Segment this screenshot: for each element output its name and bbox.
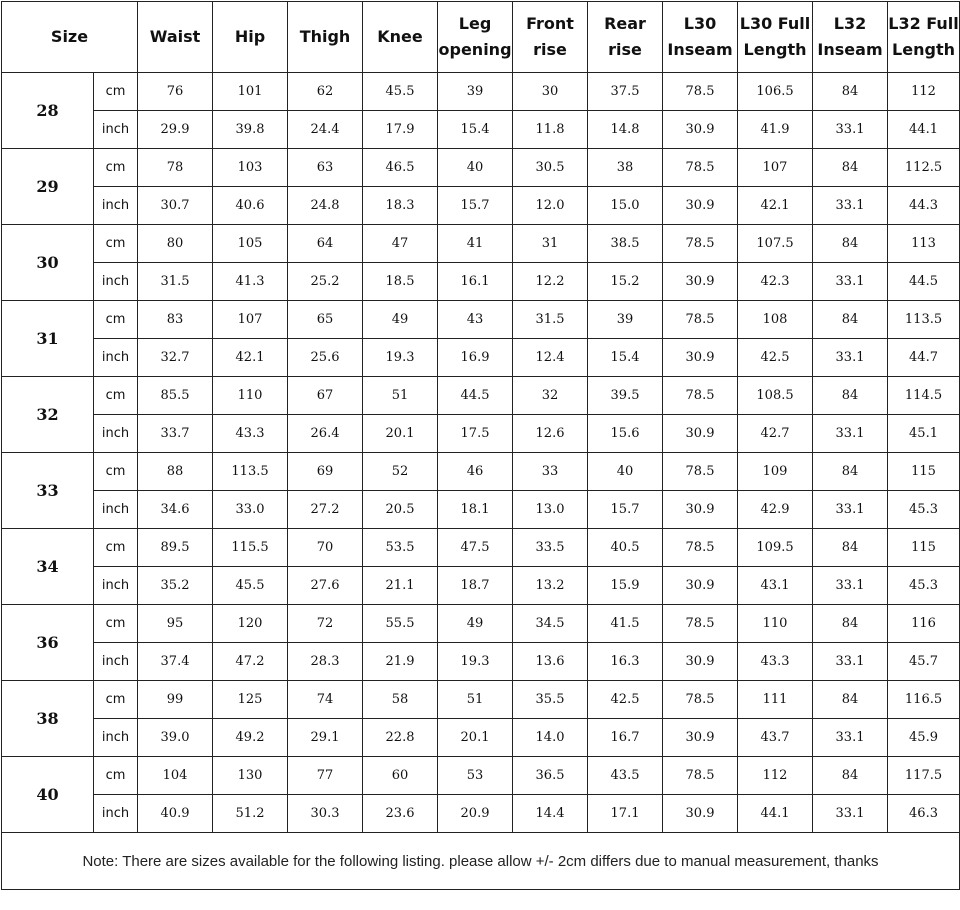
measurement-cell: 30.7: [138, 187, 213, 225]
measurement-cell: 40.9: [138, 795, 213, 833]
size-label: 28: [2, 73, 94, 149]
measurement-cell: 42.5: [738, 339, 813, 377]
measurement-cell: 69: [288, 453, 363, 491]
measurement-cell: 17.9: [363, 111, 438, 149]
unit-label: cm: [94, 377, 138, 415]
unit-label: cm: [94, 605, 138, 643]
measurement-cell: 25.6: [288, 339, 363, 377]
measurement-cell: 27.2: [288, 491, 363, 529]
measurement-cell: 33.1: [813, 111, 888, 149]
measurement-cell: 115: [888, 529, 960, 567]
unit-label: inch: [94, 567, 138, 605]
column-header: Front rise: [513, 2, 588, 73]
measurement-cell: 33.1: [813, 643, 888, 681]
measurement-cell: 95: [138, 605, 213, 643]
table-row: [2, 339, 960, 377]
measurement-cell: 43.3: [738, 643, 813, 681]
measurement-cell: 84: [813, 529, 888, 567]
measurement-cell: 78.5: [663, 149, 738, 187]
measurement-cell: 130: [213, 757, 288, 795]
measurement-cell: 16.3: [588, 643, 663, 681]
measurement-cell: 30.9: [663, 719, 738, 757]
unit-label: inch: [94, 491, 138, 529]
table-row: [2, 605, 960, 643]
measurement-cell: 29.1: [288, 719, 363, 757]
measurement-cell: 64: [288, 225, 363, 263]
column-header: Waist: [138, 2, 213, 73]
column-header: L32 Inseam: [813, 2, 888, 73]
measurement-cell: 44.3: [888, 187, 960, 225]
measurement-cell: 30.3: [288, 795, 363, 833]
measurement-cell: 27.6: [288, 567, 363, 605]
measurement-cell: 112: [888, 73, 960, 111]
measurement-cell: 49: [363, 301, 438, 339]
measurement-cell: 51: [438, 681, 513, 719]
measurement-cell: 12.6: [513, 415, 588, 453]
measurement-cell: 49.2: [213, 719, 288, 757]
measurement-cell: 37.5: [588, 73, 663, 111]
measurement-cell: 24.8: [288, 187, 363, 225]
measurement-cell: 49: [438, 605, 513, 643]
table-row: [2, 111, 960, 149]
size-label: 40: [2, 757, 94, 833]
measurement-cell: 58: [363, 681, 438, 719]
measurement-cell: 47.5: [438, 529, 513, 567]
measurement-cell: 125: [213, 681, 288, 719]
measurement-cell: 12.0: [513, 187, 588, 225]
measurement-cell: 84: [813, 681, 888, 719]
size-label: 30: [2, 225, 94, 301]
measurement-cell: 105: [213, 225, 288, 263]
table-row: [2, 719, 960, 757]
measurement-cell: 62: [288, 73, 363, 111]
measurement-cell: 30.5: [513, 149, 588, 187]
measurement-cell: 33.1: [813, 719, 888, 757]
measurement-cell: 110: [738, 605, 813, 643]
measurement-cell: 39: [438, 73, 513, 111]
measurement-cell: 53.5: [363, 529, 438, 567]
measurement-cell: 36.5: [513, 757, 588, 795]
measurement-cell: 40.6: [213, 187, 288, 225]
measurement-cell: 112.5: [888, 149, 960, 187]
measurement-cell: 113.5: [213, 453, 288, 491]
measurement-cell: 15.7: [588, 491, 663, 529]
measurement-cell: 35.5: [513, 681, 588, 719]
measurement-cell: 78.5: [663, 757, 738, 795]
measurement-cell: 77: [288, 757, 363, 795]
measurement-cell: 120: [213, 605, 288, 643]
measurement-cell: 32: [513, 377, 588, 415]
measurement-cell: 33.1: [813, 263, 888, 301]
measurement-cell: 31.5: [513, 301, 588, 339]
unit-label: cm: [94, 301, 138, 339]
measurement-cell: 18.1: [438, 491, 513, 529]
measurement-cell: 39.5: [588, 377, 663, 415]
unit-label: inch: [94, 415, 138, 453]
size-label: 32: [2, 377, 94, 453]
measurement-cell: 76: [138, 73, 213, 111]
measurement-cell: 30.9: [663, 567, 738, 605]
measurement-cell: 18.5: [363, 263, 438, 301]
measurement-cell: 88: [138, 453, 213, 491]
measurement-cell: 21.1: [363, 567, 438, 605]
measurement-cell: 80: [138, 225, 213, 263]
unit-label: inch: [94, 795, 138, 833]
unit-label: cm: [94, 225, 138, 263]
unit-label: inch: [94, 339, 138, 377]
chart-body: [2, 73, 960, 890]
measurement-cell: 35.2: [138, 567, 213, 605]
measurement-cell: 45.7: [888, 643, 960, 681]
measurement-cell: 116.5: [888, 681, 960, 719]
measurement-cell: 110: [213, 377, 288, 415]
measurement-cell: 32.7: [138, 339, 213, 377]
table-row: [2, 301, 960, 339]
measurement-cell: 15.7: [438, 187, 513, 225]
measurement-cell: 21.9: [363, 643, 438, 681]
table-row: [2, 643, 960, 681]
measurement-cell: 46: [438, 453, 513, 491]
measurement-cell: 43.7: [738, 719, 813, 757]
measurement-cell: 12.4: [513, 339, 588, 377]
unit-label: cm: [94, 681, 138, 719]
measurement-cell: 67: [288, 377, 363, 415]
column-header: L30 Inseam: [663, 2, 738, 73]
measurement-cell: 41.5: [588, 605, 663, 643]
measurement-cell: 28.3: [288, 643, 363, 681]
unit-label: inch: [94, 643, 138, 681]
column-header: Knee: [363, 2, 438, 73]
table-row: [2, 415, 960, 453]
measurement-cell: 12.2: [513, 263, 588, 301]
measurement-cell: 109.5: [738, 529, 813, 567]
size-label: 34: [2, 529, 94, 605]
measurement-cell: 101: [213, 73, 288, 111]
measurement-cell: 55.5: [363, 605, 438, 643]
measurement-cell: 84: [813, 149, 888, 187]
measurement-cell: 43: [438, 301, 513, 339]
measurement-cell: 89.5: [138, 529, 213, 567]
measurement-cell: 112: [738, 757, 813, 795]
measurement-cell: 78.5: [663, 225, 738, 263]
column-header: Thigh: [288, 2, 363, 73]
header-row: [2, 2, 960, 73]
column-header: L30 Full Length: [738, 2, 813, 73]
measurement-cell: 42.9: [738, 491, 813, 529]
size-label: 33: [2, 453, 94, 529]
measurement-cell: 78.5: [663, 529, 738, 567]
table-row: [2, 225, 960, 263]
unit-label: cm: [94, 73, 138, 111]
measurement-cell: 14.4: [513, 795, 588, 833]
measurement-cell: 44.5: [888, 263, 960, 301]
table-row: [2, 681, 960, 719]
column-header: L32 Full Length: [888, 2, 960, 73]
measurement-cell: 70: [288, 529, 363, 567]
measurement-cell: 43.1: [738, 567, 813, 605]
measurement-cell: 40.5: [588, 529, 663, 567]
unit-label: cm: [94, 149, 138, 187]
measurement-cell: 37.4: [138, 643, 213, 681]
unit-label: inch: [94, 719, 138, 757]
measurement-cell: 111: [738, 681, 813, 719]
measurement-cell: 107: [213, 301, 288, 339]
unit-label: inch: [94, 263, 138, 301]
measurement-cell: 31: [513, 225, 588, 263]
measurement-cell: 78.5: [663, 377, 738, 415]
table-row: [2, 491, 960, 529]
measurement-cell: 14.8: [588, 111, 663, 149]
measurement-cell: 109: [738, 453, 813, 491]
measurement-cell: 13.2: [513, 567, 588, 605]
unit-label: cm: [94, 757, 138, 795]
measurement-cell: 39: [588, 301, 663, 339]
table-row: [2, 529, 960, 567]
measurement-cell: 33.5: [513, 529, 588, 567]
measurement-cell: 44.5: [438, 377, 513, 415]
measurement-cell: 78.5: [663, 301, 738, 339]
measurement-cell: 18.7: [438, 567, 513, 605]
measurement-cell: 44.1: [888, 111, 960, 149]
measurement-cell: 65: [288, 301, 363, 339]
size-label: 38: [2, 681, 94, 757]
measurement-cell: 107: [738, 149, 813, 187]
measurement-cell: 47.2: [213, 643, 288, 681]
measurement-cell: 34.5: [513, 605, 588, 643]
measurement-cell: 30.9: [663, 263, 738, 301]
measurement-cell: 45.5: [363, 73, 438, 111]
note-row: [2, 833, 960, 890]
measurement-cell: 44.7: [888, 339, 960, 377]
measurement-cell: 46.3: [888, 795, 960, 833]
measurement-cell: 85.5: [138, 377, 213, 415]
measurement-cell: 115.5: [213, 529, 288, 567]
measurement-cell: 24.4: [288, 111, 363, 149]
measurement-cell: 115: [888, 453, 960, 491]
measurement-cell: 16.7: [588, 719, 663, 757]
measurement-cell: 33: [513, 453, 588, 491]
measurement-cell: 74: [288, 681, 363, 719]
measurement-cell: 33.1: [813, 567, 888, 605]
measurement-cell: 19.3: [438, 643, 513, 681]
measurement-cell: 60: [363, 757, 438, 795]
column-header: Size: [2, 2, 138, 73]
measurement-cell: 14.0: [513, 719, 588, 757]
table-row: [2, 757, 960, 795]
column-header: Hip: [213, 2, 288, 73]
measurement-cell: 104: [138, 757, 213, 795]
column-header: Leg opening: [438, 2, 513, 73]
measurement-cell: 16.1: [438, 263, 513, 301]
measurement-cell: 26.4: [288, 415, 363, 453]
measurement-cell: 41.3: [213, 263, 288, 301]
measurement-cell: 103: [213, 149, 288, 187]
measurement-cell: 46.5: [363, 149, 438, 187]
measurement-cell: 33.0: [213, 491, 288, 529]
measurement-cell: 45.3: [888, 491, 960, 529]
measurement-cell: 33.1: [813, 491, 888, 529]
size-chart-table: [1, 1, 960, 890]
measurement-cell: 15.0: [588, 187, 663, 225]
measurement-cell: 30: [513, 73, 588, 111]
measurement-cell: 25.2: [288, 263, 363, 301]
unit-label: inch: [94, 187, 138, 225]
measurement-cell: 15.6: [588, 415, 663, 453]
note-text: Note: There are sizes available for the following listing. please allow +/- 2cm differs due to manual measurement, thanks: [2, 833, 960, 890]
measurement-cell: 53: [438, 757, 513, 795]
measurement-cell: 42.7: [738, 415, 813, 453]
measurement-cell: 84: [813, 757, 888, 795]
measurement-cell: 33.1: [813, 339, 888, 377]
measurement-cell: 45.5: [213, 567, 288, 605]
measurement-cell: 78: [138, 149, 213, 187]
measurement-cell: 43.3: [213, 415, 288, 453]
measurement-cell: 15.4: [438, 111, 513, 149]
measurement-cell: 84: [813, 377, 888, 415]
measurement-cell: 63: [288, 149, 363, 187]
size-label: 29: [2, 149, 94, 225]
size-label: 36: [2, 605, 94, 681]
measurement-cell: 45.3: [888, 567, 960, 605]
measurement-cell: 84: [813, 225, 888, 263]
measurement-cell: 113.5: [888, 301, 960, 339]
table-row: [2, 567, 960, 605]
measurement-cell: 39.0: [138, 719, 213, 757]
measurement-cell: 84: [813, 301, 888, 339]
measurement-cell: 107.5: [738, 225, 813, 263]
measurement-cell: 15.2: [588, 263, 663, 301]
measurement-cell: 117.5: [888, 757, 960, 795]
size-label: 31: [2, 301, 94, 377]
measurement-cell: 20.5: [363, 491, 438, 529]
measurement-cell: 41.9: [738, 111, 813, 149]
measurement-cell: 30.9: [663, 491, 738, 529]
table-row: [2, 377, 960, 415]
measurement-cell: 45.9: [888, 719, 960, 757]
measurement-cell: 40: [438, 149, 513, 187]
measurement-cell: 44.1: [738, 795, 813, 833]
unit-label: cm: [94, 453, 138, 491]
unit-label: inch: [94, 111, 138, 149]
measurement-cell: 83: [138, 301, 213, 339]
table-row: [2, 73, 960, 111]
measurement-cell: 108.5: [738, 377, 813, 415]
measurement-cell: 13.0: [513, 491, 588, 529]
measurement-cell: 78.5: [663, 681, 738, 719]
measurement-cell: 52: [363, 453, 438, 491]
measurement-cell: 84: [813, 73, 888, 111]
measurement-cell: 15.9: [588, 567, 663, 605]
measurement-cell: 34.6: [138, 491, 213, 529]
measurement-cell: 33.1: [813, 187, 888, 225]
measurement-cell: 42.1: [738, 187, 813, 225]
measurement-cell: 23.6: [363, 795, 438, 833]
measurement-cell: 42.5: [588, 681, 663, 719]
measurement-cell: 31.5: [138, 263, 213, 301]
measurement-cell: 45.1: [888, 415, 960, 453]
measurement-cell: 78.5: [663, 453, 738, 491]
measurement-cell: 99: [138, 681, 213, 719]
measurement-cell: 38.5: [588, 225, 663, 263]
measurement-cell: 30.9: [663, 795, 738, 833]
measurement-cell: 106.5: [738, 73, 813, 111]
measurement-cell: 78.5: [663, 605, 738, 643]
measurement-cell: 72: [288, 605, 363, 643]
table-row: [2, 149, 960, 187]
table-row: [2, 263, 960, 301]
measurement-cell: 116: [888, 605, 960, 643]
measurement-cell: 18.3: [363, 187, 438, 225]
measurement-cell: 41: [438, 225, 513, 263]
measurement-cell: 11.8: [513, 111, 588, 149]
measurement-cell: 22.8: [363, 719, 438, 757]
measurement-cell: 29.9: [138, 111, 213, 149]
measurement-cell: 42.1: [213, 339, 288, 377]
measurement-cell: 84: [813, 453, 888, 491]
measurement-cell: 20.1: [438, 719, 513, 757]
measurement-cell: 19.3: [363, 339, 438, 377]
measurement-cell: 20.1: [363, 415, 438, 453]
table-row: [2, 453, 960, 491]
unit-label: cm: [94, 529, 138, 567]
measurement-cell: 108: [738, 301, 813, 339]
measurement-cell: 42.3: [738, 263, 813, 301]
measurement-cell: 33.7: [138, 415, 213, 453]
measurement-cell: 51: [363, 377, 438, 415]
measurement-cell: 84: [813, 605, 888, 643]
measurement-cell: 30.9: [663, 339, 738, 377]
measurement-cell: 33.1: [813, 795, 888, 833]
measurement-cell: 17.1: [588, 795, 663, 833]
column-header: Rear rise: [588, 2, 663, 73]
measurement-cell: 40: [588, 453, 663, 491]
measurement-cell: 30.9: [663, 187, 738, 225]
measurement-cell: 114.5: [888, 377, 960, 415]
measurement-cell: 30.9: [663, 415, 738, 453]
measurement-cell: 33.1: [813, 415, 888, 453]
table-row: [2, 187, 960, 225]
measurement-cell: 51.2: [213, 795, 288, 833]
measurement-cell: 38: [588, 149, 663, 187]
measurement-cell: 47: [363, 225, 438, 263]
measurement-cell: 20.9: [438, 795, 513, 833]
measurement-cell: 78.5: [663, 73, 738, 111]
measurement-cell: 17.5: [438, 415, 513, 453]
measurement-cell: 30.9: [663, 643, 738, 681]
measurement-cell: 30.9: [663, 111, 738, 149]
measurement-cell: 43.5: [588, 757, 663, 795]
measurement-cell: 113: [888, 225, 960, 263]
measurement-cell: 16.9: [438, 339, 513, 377]
measurement-cell: 39.8: [213, 111, 288, 149]
measurement-cell: 13.6: [513, 643, 588, 681]
table-row: [2, 795, 960, 833]
measurement-cell: 15.4: [588, 339, 663, 377]
